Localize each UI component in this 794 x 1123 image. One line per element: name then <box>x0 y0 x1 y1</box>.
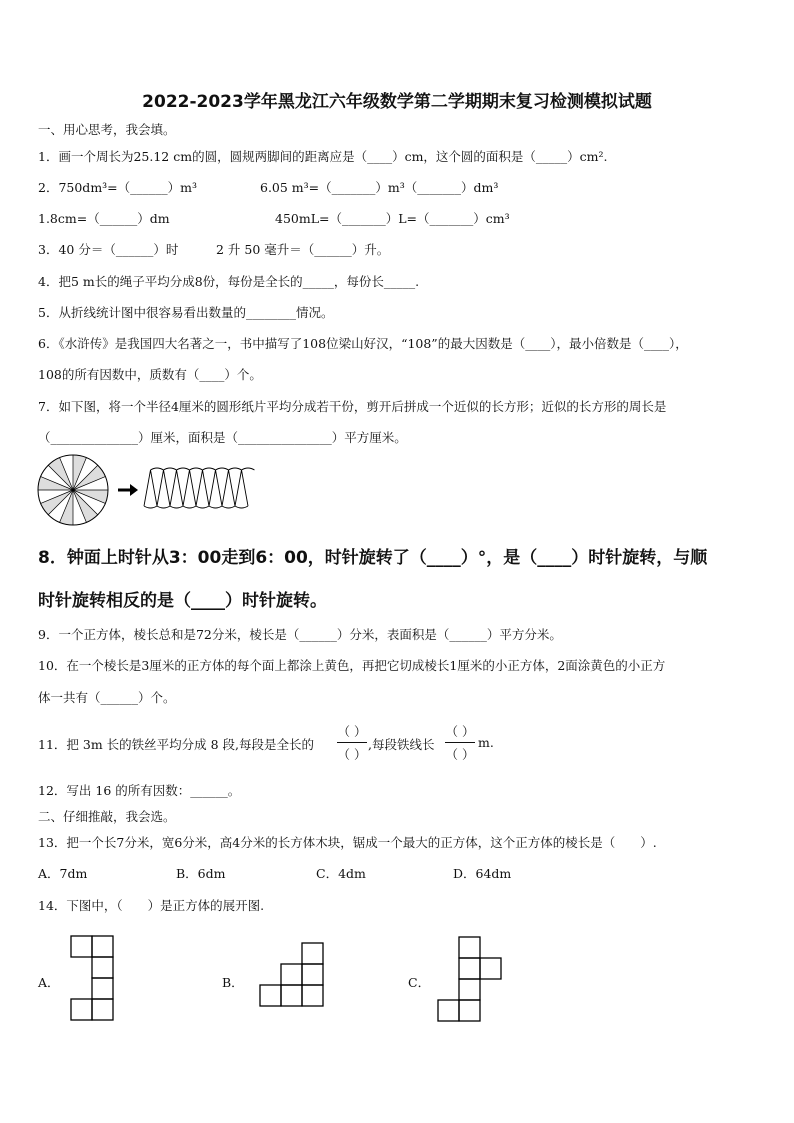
question-3b: 2 升 50 毫升＝（______）升。 <box>216 242 390 257</box>
question-7b: （______________）厘米，面积是（_______________）平方厘米。 <box>38 430 407 445</box>
question-1: 1．画一个周长为25.12 cm的圆，圆规两脚间的距离应是（____）cm，这个圆的面积是（_____）cm². <box>38 149 608 164</box>
denominator-blank: （ ） <box>337 747 367 762</box>
numerator-blank: （ ） <box>337 724 367 739</box>
section-heading-choose: 二、仔细推敲，我会选。 <box>38 809 176 824</box>
question-11-part3: m. <box>478 735 494 750</box>
question-10a: 10．在一个棱长是3厘米的正方体的每个面上都涂上黄色，再把它切成棱长1厘米的小正方体，2面涂黄色的小正方 <box>38 658 666 673</box>
approx-rectangle <box>144 468 255 508</box>
fraction-blank-1 <box>337 722 367 763</box>
question-3a: 3．40 分＝（______）时 <box>38 242 179 257</box>
q14-label-a: A． <box>38 975 60 990</box>
question-13: 13．把一个长7分米，宽6分米，高4分米的长方体木块，锯成一个最大的正方体，这个正方体的棱长是（ ）. <box>38 835 657 850</box>
cube-net-a <box>70 935 120 1027</box>
question-6b: 108的所有因数中，质数有（____）个。 <box>38 367 262 382</box>
q14-label-b: B． <box>222 975 244 990</box>
question-2d: 450mL=（_______）L=（_______）cm³ <box>275 211 510 226</box>
question-5: 5．从折线统计图中很容易看出数量的________情况。 <box>38 305 334 320</box>
q13-option-c: C．4dm <box>316 866 366 881</box>
q14-label-c: C． <box>408 975 431 990</box>
q13-option-d: D．64dm <box>453 866 512 881</box>
q13-option-b: B．6dm <box>176 866 226 881</box>
question-10b: 体一共有（______）个。 <box>38 690 176 705</box>
numerator-blank: （ ） <box>445 724 475 739</box>
question-11-part1: 11．把 3m 长的铁丝平均分成 8 段,每段是全长的 <box>38 737 315 752</box>
cube-net-c <box>437 936 509 1028</box>
page-title: 2022-2023学年黑龙江六年级数学第二学期期末复习检测模拟试题 <box>142 92 652 112</box>
arrow-icon <box>118 484 138 496</box>
question-2a: 2．750dm³=（______）m³ <box>38 180 198 195</box>
denominator-blank: （ ） <box>445 747 475 762</box>
question-12: 12．写出 16 的所有因数：______。 <box>38 783 241 798</box>
cube-net-b <box>259 942 329 1014</box>
q13-option-a: A．7dm <box>38 866 88 881</box>
fraction-blank-2 <box>445 722 475 763</box>
question-6a: 6．《水浒传》是我国四大名著之一，书中描写了108位梁山好汉，“108”的最大因数是（____），最小倍数是（____）， <box>38 336 688 351</box>
question-2b: 6.05 m³=（_______）m³（_______）dm³ <box>260 180 499 195</box>
question-4: 4．把5 m长的绳子平均分成8份，每份是全长的_____，每份长_____. <box>38 274 420 289</box>
question-11-part2: ,每段铁线长 <box>368 737 435 752</box>
section-heading-fill: 一、用心思考，我会填。 <box>38 122 176 137</box>
question-8a: 8．钟面上时针从3：00走到6：00，时针旋转了（____）°，是（____）时针旋转，与顺 <box>38 548 708 568</box>
circle-rearrange-figure <box>36 452 276 532</box>
question-14: 14．下图中，（ ）是正方体的展开图. <box>38 898 265 913</box>
divided-circle <box>38 455 108 525</box>
question-8b: 时针旋转相反的是（____）时针旋转。 <box>38 591 327 611</box>
question-9: 9．一个正方体，棱长总和是72分米，棱长是（______）分米，表面积是（______）平方分米。 <box>38 627 562 642</box>
question-2c: 1.8cm=（______）dm <box>38 211 170 226</box>
question-7a: 7．如下图，将一个半径4厘米的圆形纸片平均分成若干份，剪开后拼成一个近似的长方形；近似的长方形的周长是 <box>38 399 667 414</box>
